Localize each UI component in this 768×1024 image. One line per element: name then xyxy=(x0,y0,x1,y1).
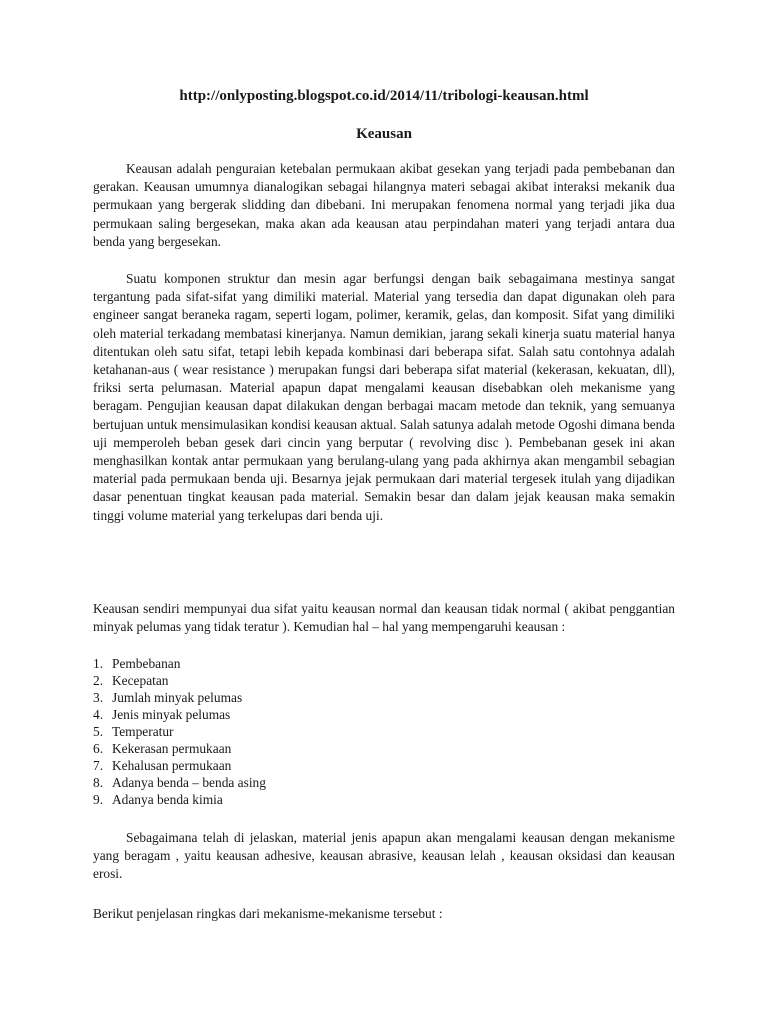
list-item-number: 6. xyxy=(93,741,104,756)
list-item xyxy=(93,655,493,672)
document-title: Keausan xyxy=(356,126,412,142)
list-item-number: 1. xyxy=(93,656,104,671)
list-item-text: Jumlah minyak pelumas xyxy=(112,690,243,705)
list-item-text: Kecepatan xyxy=(112,673,169,688)
list-item-text: Kehalusan permukaan xyxy=(112,758,232,773)
list-item-number: 3. xyxy=(93,690,104,705)
list-item xyxy=(93,689,493,706)
list-item xyxy=(93,706,493,723)
list-item xyxy=(93,774,493,791)
list-item-number: 4. xyxy=(93,707,104,722)
paragraph-next-intro: Berikut penjelasan ringkas dari mekanisme-mekanisme tersebut : xyxy=(93,906,443,921)
factors-list xyxy=(93,655,493,808)
paragraph-wear-mechanisms: Sebagaimana telah di jelaskan, material jenis apapun akan mengalami keausan dengan mekanisme yang beragam , yaitu keausan adhesive, keausan abrasive, keausan lelah , keausan oksidasi dan keausan erosi. xyxy=(93,830,675,882)
list-item-number: 8. xyxy=(93,775,104,790)
paragraph-wear-types: Keausan sendiri mempunyai dua sifat yaitu keausan normal dan keausan tidak normal ( akibat penggantian minyak pelumas yang tidak teratur ). Kemudian hal – hal yang mempengaruhi keausan : xyxy=(93,601,675,635)
list-item-number: 7. xyxy=(93,758,104,773)
list-item-text: Kekerasan permukaan xyxy=(112,741,232,756)
source-url: http://onlyposting.blogspot.co.id/2014/11/tribologi-keausan.html xyxy=(179,88,589,104)
list-item-number: 5. xyxy=(93,724,104,739)
list-item-number: 9. xyxy=(93,792,104,807)
list-item xyxy=(93,672,493,689)
paragraph-material-properties: Suatu komponen struktur dan mesin agar berfungsi dengan baik sebagaimana mestinya sangat tergantung pada sifat-sifat yang dimiliki material. Material yang tersedia dan dapat digunakan oleh para engineer sangat beraneka ragam, seperti logam, polimer, keramik, gelas, dan komposit. Sifat yang dimiliki oleh material terkadang membatasi kinerjanya. Namun demikian, jarang sekali kinerja suatu material hanya ditentukan oleh satu sifat, tetapi lebih kepada kombinasi dari beberapa sifat. Salah satu contohnya adalah ketahanan-aus ( wear resistance ) merupakan fungsi dari beberapa sifat material (kekerasan, kekuatan, dll), friksi serta pelumasan. Material apapun dapat mengalami keausan disebabkan oleh mekanisme yang beragam. Pengujian keausan dapat dilakukan dengan berbagai macam metode dan teknik, yang semuanya bertujuan untuk mensimulasikan kondisi keausan aktual. Salah satunya adalah metode Ogoshi dimana benda uji memperoleh beban gesek dari cincin yang berputar ( revolving disc ). Pembebanan gesek ini akan menghasilkan kontak antar permukaan yang berulang-ulang yang pada akhirnya akan mengambil sebagian material pada permukaan benda uji. Besarnya jejak permukaan dari material tergesek itulah yang dijadikan dasar penentuan tingkat keausan pada material. Semakin besar dan dalam jejak keausan maka semakin tinggi volume material yang terkelupas dari benda uji. xyxy=(93,271,675,523)
list-item-text: Adanya benda – benda asing xyxy=(112,775,266,790)
list-item-text: Pembebanan xyxy=(112,656,181,671)
list-item xyxy=(93,740,493,757)
list-item-number: 2. xyxy=(93,673,104,688)
paragraph-definition: Keausan adalah penguraian ketebalan permukaan akibat gesekan yang terjadi pada pembebanan dan gerakan. Keausan umumnya dianalogikan sebagai hilangnya materi sebagai akibat interaksi mekanik dua permukaan yang bergerak slidding dan dibebani. Ini merupakan fenomena normal yang terjadi jika dua permukaan saling bergesekan, maka akan ada keausan atau perpindahan materi yang terjadi antara dua benda yang bergesekan. xyxy=(93,161,675,249)
list-item-text: Adanya benda kimia xyxy=(112,792,223,807)
list-item-text: Temperatur xyxy=(112,724,174,739)
list-item xyxy=(93,757,493,774)
list-item xyxy=(93,723,493,740)
list-item xyxy=(93,791,493,808)
list-item-text: Jenis minyak pelumas xyxy=(112,707,231,722)
